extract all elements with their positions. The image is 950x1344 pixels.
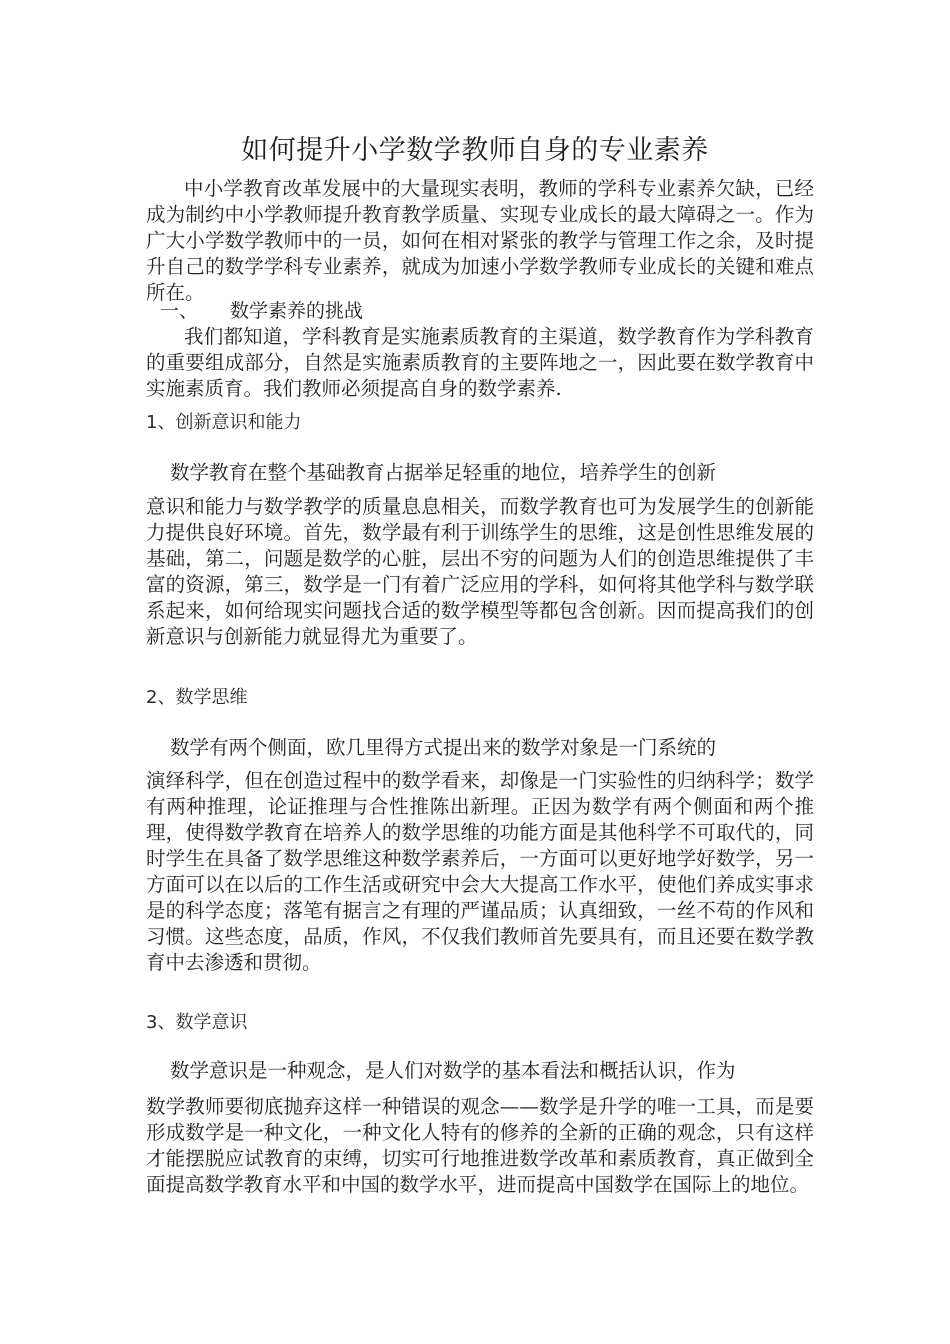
item-heading-thinking: 2、数学思维: [146, 687, 248, 708]
section-number: 一、: [160, 300, 199, 322]
document-title: 如何提升小学数学教师自身的专业素养: [241, 135, 709, 166]
item-heading-awareness: 3、数学意识: [146, 1012, 248, 1033]
intro-paragraph: 中小学教育改革发展中的大量现实表明，教师的学科专业素养欠缺，已经成为制约中小学教师提升教育教学质量、实现专业成长的最大障碍之一。作为广大小学数学教师中的一员，如何在相对紧张的教学与管理工作之余，及时提升自己的数学学科专业素养，就成为加速小学数学教师专业成长的关键和难点所在。: [146, 177, 814, 304]
section-heading: [160, 298, 363, 324]
item-body-thinking: 演绎科学，但在创造过程中的数学看来，却像是一门实验性的归纳科学；数学有两种推理，论证推理与合性推陈出新理。正因为数学有两个侧面和两个推理，使得数学教育在培养人的数学思维的功能方面是其他科学不可取代的，同时学生在具备了数学思维这种数学素养后，一方面可以更好地学好数学，另一方面可以在以后的工作生活或研究中会大大提高工作水平，使他们养成实事求是的科学态度；落笔有据言之有理的严谨品质；认真细致，一丝不苟的作风和习惯。这些态度，品质，作风，不仅我们教师首先要具有，而且还要在数学教育中去渗透和贯彻。: [146, 769, 814, 974]
item-first-line-awareness: 数学意识是一种观念，是人们对数学的基本看法和概括认识，作为: [170, 1059, 736, 1082]
item-first-line-thinking: 数学有两个侧面，欧几里得方式提出来的数学对象是一门系统的: [170, 736, 717, 759]
item-first-line-innovation: 数学教育在整个基础教育占据举足轻重的地位，培养学生的创新: [170, 461, 717, 484]
section-paragraph: 我们都知道，学科教育是实施素质教育的主渠道，数学教育作为学科教育的重要组成部分，自然是实施素质教育的主要阵地之一，因此要在数学教育中实施素质育。我们教师必须提高自身的数学素养.: [146, 325, 814, 400]
item-body-awareness: 数学教师要彻底抛弃这样一种错误的观念——数学是升学的唯一工具，而是要形成数学是一种文化，一种文化人特有的修养的全新的正确的观念，只有这样才能摆脱应试教育的束缚，切实可行地推进数学改革和素质教育，真正做到全面提高数学教育水平和中国的数学水平，进而提高中国数学在国际上的地位。: [146, 1095, 814, 1196]
section-title: 数学素养的挑战: [230, 300, 364, 322]
item-heading-innovation: 1、创新意识和能力: [146, 412, 302, 433]
item-body-innovation: 意识和能力与数学教学的质量息息相关，而数学教育也可为发展学生的创新能力提供良好环境。首先，数学最有利于训练学生的思维，这是创性思维发展的基础，第二，问题是数学的心脏，层出不穷的问题为人们的创造思维提供了丰富的资源，第三，数学是一门有着广泛应用的学科，如何将其他学科与数学联系起来，如何给现实问题找合适的数学模型等都包含创新。因而提高我们的创新意识与创新能力就显得尤为重要了。: [146, 495, 814, 648]
